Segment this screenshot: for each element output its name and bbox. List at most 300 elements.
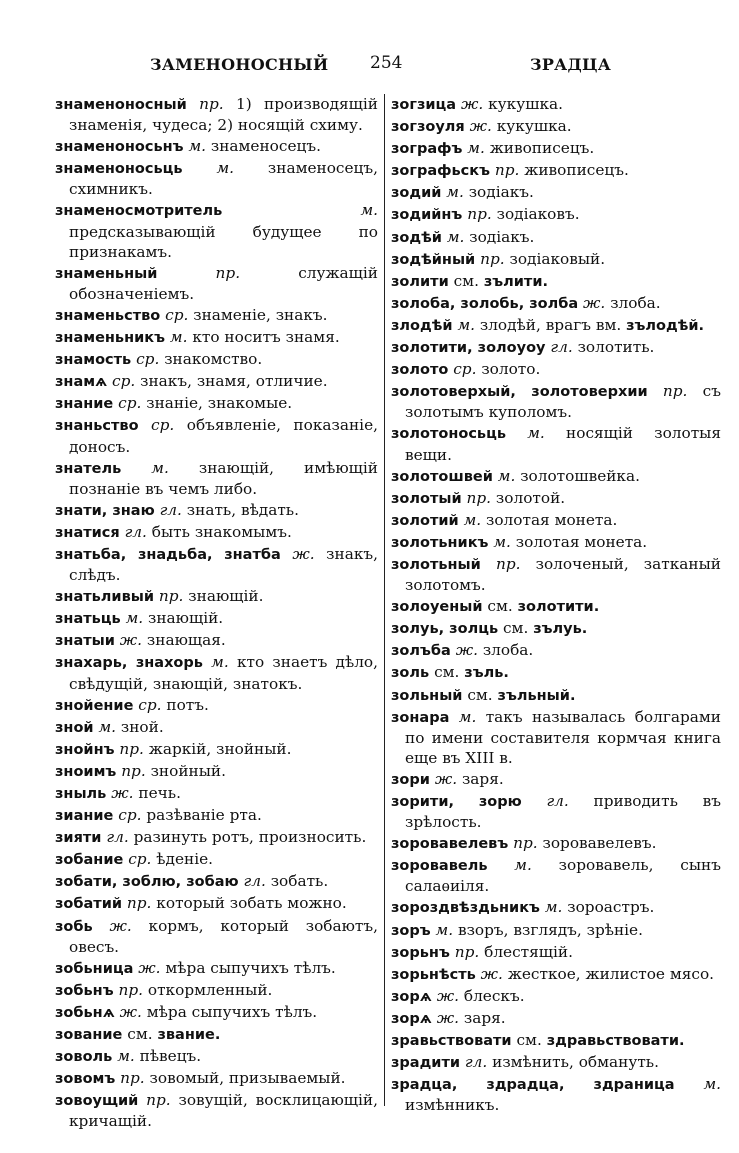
dictionary-entry (391, 381, 721, 422)
entry-definition: золотить. (577, 338, 655, 357)
entry-see: см. (502, 619, 529, 638)
entry-headword: зодий (391, 185, 442, 202)
entry-definition: знаменосецъ, схимникъ. (69, 159, 378, 199)
dictionary-entry (391, 271, 721, 292)
entry-definition: знаменіе, знакъ. (193, 305, 328, 324)
dictionary-entry (55, 349, 378, 370)
dictionary-entry (55, 608, 378, 629)
entry-definition: кукушка. (488, 95, 563, 113)
entry-definition: золотая монета. (515, 532, 648, 551)
entry-definition: служащій обозначеніемъ. (69, 263, 378, 303)
entry-headword: зобание (55, 852, 124, 869)
entry-grammar: гл. (159, 500, 182, 519)
entry-headword: зобати, зоблю, зобаю (55, 874, 239, 891)
entry-headword: золотьникъ (391, 534, 489, 551)
dictionary-entry (391, 160, 721, 181)
entry-headword: знамость (55, 352, 132, 369)
dictionary-entry (55, 200, 378, 261)
entry-definition: зодіаковый. (509, 249, 606, 268)
entry-definition: злоба. (482, 641, 534, 660)
entry-definition: заря. (463, 1008, 506, 1027)
entry-definition: пѣвецъ. (139, 1047, 202, 1066)
dictionary-entry (55, 263, 378, 304)
entry-headword: зование (55, 1027, 123, 1044)
entry-grammar: пр. (454, 942, 480, 961)
entry-grammar: м. (446, 183, 464, 202)
dictionary-entry (391, 1030, 721, 1051)
dictionary-entry (391, 942, 721, 963)
entry-headword: зографъ (391, 141, 463, 158)
entry-grammar: м. (497, 466, 516, 485)
entry-grammar: пр. (146, 1091, 171, 1110)
entry-reference: зъль. (464, 665, 509, 682)
entry-grammar: ср. (128, 850, 152, 869)
entry-headword: зогзица (391, 97, 457, 113)
entry-definition: такъ называлась болгарами по имени составителя кормчая книга еще въ XIII в. (405, 707, 721, 767)
right-running-head: ЗРАДЦА (530, 55, 612, 74)
entry-definition: зовущій, восклицающій, кричащій. (69, 1091, 378, 1131)
entry-definition: злодѣй, врагъ вм. (479, 315, 622, 334)
entry-headword: зодѣй (391, 229, 442, 246)
entry-definition: печь. (138, 784, 181, 802)
entry-definition: знаменосецъ. (210, 137, 321, 156)
entry-grammar: ср. (165, 305, 189, 324)
dictionary-entry (55, 305, 378, 326)
entry-definition: знающій. (188, 587, 264, 606)
dictionary-entry (55, 94, 378, 135)
left-running-head: ЗАМЕНОНОСНЫЙ (150, 55, 329, 74)
entry-headword: золотити, золоуоу (391, 340, 546, 357)
dictionary-entry (55, 1090, 378, 1131)
entry-definition: мѣра сыпучихъ тѣлъ. (146, 1002, 318, 1021)
entry-definition: зобать. (270, 872, 329, 891)
dictionary-entry (55, 630, 378, 651)
entry-grammar: ж. (583, 293, 606, 312)
entry-grammar: ж. (436, 986, 459, 1005)
entry-reference: звание. (157, 1027, 221, 1044)
page-header (0, 55, 739, 85)
entry-definition: ѣденіе. (156, 850, 213, 869)
entry-definition: предсказывающій будущее по признакамъ. (69, 222, 378, 261)
dictionary-entry (55, 136, 378, 157)
entry-definition: измѣнникъ. (405, 1096, 500, 1115)
entry-headword: знатьливый (55, 589, 155, 606)
entry-grammar: м. (98, 717, 116, 736)
entry-definition: кормъ, который зобаютъ, овесъ. (69, 916, 378, 956)
dictionary-entry (391, 1052, 721, 1073)
entry-grammar: ср. (118, 806, 142, 825)
entry-headword: зноимъ (55, 763, 117, 780)
entry-grammar: ж. (455, 641, 478, 660)
dictionary-entry (391, 488, 721, 509)
entry-reference: зълуь. (533, 621, 588, 638)
entry-headword: зныль (55, 786, 107, 802)
dictionary-entry (55, 980, 378, 1001)
entry-definition: золотая монета. (486, 510, 618, 529)
dictionary-entry (391, 249, 721, 270)
entry-definition: 1) производящій знаменія, чудеса; 2) носящій схиму. (69, 95, 378, 135)
entry-headword: золотоверхый, золотоверхии (391, 384, 648, 401)
entry-see: см. (516, 1031, 542, 1050)
dictionary-entry (391, 337, 721, 358)
dictionary-entry (391, 769, 721, 790)
entry-headword: зобатий (55, 896, 123, 913)
dictionary-entry (391, 466, 721, 487)
dictionary-entry (55, 158, 378, 199)
entry-definition: зовомый, призываемый. (149, 1069, 346, 1088)
dictionary-entry (391, 791, 721, 832)
dictionary-entry (55, 327, 378, 348)
entry-headword: знатыи (55, 633, 115, 650)
entry-reference: здравьствовати. (546, 1033, 685, 1050)
entry-grammar: гл. (124, 522, 147, 541)
entry-headword: золото (391, 362, 449, 379)
entry-see: см. (453, 271, 479, 290)
entry-grammar: пр. (467, 205, 492, 224)
dictionary-entry (391, 662, 721, 683)
dictionary-entry (391, 532, 721, 553)
entry-grammar: гл. (243, 872, 266, 891)
entry-headword: золоуеный (391, 599, 483, 616)
entry-headword: зной (55, 719, 94, 736)
entry-grammar: м. (458, 707, 477, 726)
entry-grammar: пр. (158, 587, 184, 606)
entry-headword: золуь, золць (391, 621, 499, 638)
entry-headword: зороздвѣздьникъ (391, 900, 540, 917)
entry-grammar: пр. (119, 739, 144, 758)
dictionary-entry (55, 916, 378, 957)
dictionary-entry (55, 695, 378, 716)
entry-headword: зорѧ (391, 988, 432, 1005)
dictionary-entry (391, 707, 721, 768)
entry-reference: золотити. (517, 599, 600, 616)
entry-definition: зной. (120, 717, 164, 736)
entry-grammar: м. (360, 201, 378, 220)
entry-grammar: м. (544, 898, 563, 917)
entry-grammar: м. (211, 653, 229, 672)
entry-definition: зодіаковъ. (496, 205, 580, 224)
entry-definition: который зобать можно. (156, 894, 347, 913)
entry-grammar: гл. (464, 1053, 488, 1072)
entry-grammar: м. (169, 328, 188, 347)
entry-definition: кто знаетъ дѣло, свѣдущій, знающій, знатокъ. (69, 653, 378, 693)
entry-grammar: ср. (118, 394, 142, 413)
entry-definition: золотошвейка. (520, 466, 640, 485)
entry-headword: зоръ (391, 922, 431, 939)
entry-headword: золотоносьць (391, 426, 506, 443)
entry-see: см. (487, 597, 513, 616)
entry-headword: золотий (391, 512, 459, 529)
entry-definition: знать, вѣдать. (186, 500, 299, 519)
entry-definition: кукушка. (496, 117, 572, 136)
entry-grammar: м. (435, 920, 454, 939)
entry-grammar: м. (527, 424, 545, 443)
dictionary-entry (391, 182, 721, 203)
entry-headword: знатьць (55, 611, 121, 628)
entry-headword: зоровавелевъ (391, 836, 509, 853)
entry-grammar: м. (446, 227, 465, 246)
dictionary-entry (391, 227, 721, 248)
dictionary-entry (391, 510, 721, 531)
entry-headword: знаменьникъ (55, 330, 166, 347)
entry-grammar: м. (467, 139, 485, 158)
entry-headword: знаменьство (55, 307, 161, 324)
entry-grammar: м. (151, 458, 169, 477)
entry-headword: зиание (55, 808, 114, 825)
entry-headword: знаменоносьць (55, 161, 183, 178)
entry-headword: знатель (55, 460, 122, 477)
entry-headword: зольный (391, 687, 463, 704)
entry-grammar: м. (703, 1075, 721, 1094)
dictionary-entry (391, 204, 721, 225)
entry-headword: зобьница (55, 960, 134, 977)
dictionary-entry (391, 1008, 721, 1029)
entry-definition: золото. (481, 360, 541, 379)
dictionary-entry (391, 833, 721, 854)
entry-grammar: гл. (546, 792, 569, 810)
entry-headword: зоровавель (391, 858, 488, 875)
entry-definition: зодіакъ. (469, 227, 535, 246)
entry-definition: откормленный. (147, 980, 273, 999)
entry-grammar: м. (216, 159, 235, 178)
entry-grammar: пр. (662, 382, 688, 401)
entry-headword: знахарь, знахорь (55, 655, 203, 672)
entry-headword: знойение (55, 697, 134, 714)
entry-headword: золотошвей (391, 468, 493, 485)
entry-reference: зълити. (483, 273, 548, 290)
entry-grammar: ж. (434, 769, 458, 788)
right-column (391, 94, 721, 1116)
entry-headword: золъба (391, 643, 451, 660)
entry-definition: злоба. (610, 293, 661, 312)
dictionary-entry (55, 415, 378, 456)
entry-headword: знаменоносный (55, 97, 187, 113)
entry-headword: золоба, золобь, золба (391, 295, 579, 312)
entry-definition: зоровавель, сынъ салаѳиіля. (405, 856, 721, 896)
entry-headword: зоволь (55, 1049, 113, 1066)
entry-see: см. (434, 663, 460, 682)
entry-definition: зодіакъ. (468, 183, 534, 202)
dictionary-entry (391, 596, 721, 617)
entry-reference: зъльный. (497, 687, 576, 704)
entry-grammar: м. (188, 137, 206, 156)
entry-definition: золоченый, затканый золотомъ. (405, 554, 721, 595)
entry-definition: зоровавелевъ. (542, 834, 657, 853)
entry-headword: зодийнъ (391, 207, 463, 224)
dictionary-entry (391, 897, 721, 918)
entry-headword: знание (55, 396, 114, 413)
page-number: 254 (370, 53, 403, 73)
entry-grammar: пр. (466, 488, 492, 507)
entry-grammar: ж. (436, 1008, 459, 1027)
dictionary-entry (55, 522, 378, 543)
dictionary-entry (391, 554, 721, 595)
entry-headword: зовомъ (55, 1071, 116, 1088)
entry-headword: золотьный (391, 556, 481, 573)
entry-grammar: пр. (215, 263, 241, 282)
entry-grammar: м. (125, 609, 144, 628)
entry-headword: злодѣй (391, 317, 453, 334)
dictionary-entry (391, 116, 721, 137)
column-divider (384, 94, 385, 1106)
dictionary-entry (55, 652, 378, 693)
dictionary-entry (391, 138, 721, 159)
left-column (55, 94, 378, 1133)
entry-definition: знойный. (150, 761, 226, 780)
dictionary-entry (55, 739, 378, 760)
entry-headword: зобьнѧ (55, 1004, 115, 1021)
entry-headword: зодѣйный (391, 251, 476, 268)
entry-headword: знамѧ (55, 374, 108, 391)
dictionary-entry (391, 685, 721, 706)
dictionary-entry (391, 640, 721, 661)
entry-definition: разѣваніе рта. (146, 806, 262, 825)
entry-definition: мѣра сыпучихъ тѣлъ. (165, 958, 336, 977)
entry-grammar: пр. (120, 1069, 145, 1088)
entry-definition: потъ. (166, 695, 209, 714)
entry-definition: знающій. (148, 609, 224, 628)
entry-grammar: гл. (106, 828, 129, 847)
dictionary-entry (391, 986, 721, 1007)
entry-grammar: ж. (138, 958, 161, 977)
dictionary-entry (55, 458, 378, 499)
entry-headword: знатися (55, 524, 120, 541)
entry-grammar: м. (457, 315, 475, 334)
entry-grammar: пр. (118, 980, 143, 999)
entry-definition: живописецъ. (524, 161, 629, 180)
entry-grammar: ср. (112, 372, 136, 391)
entry-definition: знакъ, слѣдъ. (69, 544, 378, 585)
entry-definition: живописецъ. (489, 139, 595, 158)
entry-grammar: ж. (480, 964, 503, 983)
entry-headword: золити (391, 273, 449, 290)
dictionary-entry (391, 359, 721, 380)
entry-grammar: ср. (453, 360, 477, 379)
dictionary-entry (391, 964, 721, 985)
entry-headword: зовоущий (55, 1093, 139, 1110)
dictionary-entry (55, 805, 378, 826)
dictionary-entry (55, 958, 378, 979)
entry-grammar: пр. (494, 161, 520, 180)
entry-see: см. (127, 1025, 153, 1044)
entry-grammar: ж. (469, 117, 492, 136)
dictionary-entry (391, 315, 721, 336)
entry-grammar: ж. (111, 784, 134, 802)
entry-definition: знающій, имѣющій познаніе въ чемъ либо. (69, 458, 378, 498)
entry-grammar: ср. (138, 695, 162, 714)
entry-headword: зрадца, здрадца, здраница (391, 1077, 675, 1094)
dictionary-entry (391, 855, 721, 896)
entry-headword: зрадити (391, 1055, 461, 1072)
dictionary-entry (55, 827, 378, 848)
entry-grammar: пр. (121, 761, 146, 780)
dictionary-entry (55, 1024, 378, 1045)
entry-headword: знаменоносьнъ (55, 139, 184, 156)
dictionary-entry (55, 1002, 378, 1023)
entry-headword: зобьнъ (55, 982, 114, 999)
dictionary-entry (391, 293, 721, 314)
entry-grammar: ж. (292, 544, 315, 563)
dictionary-entry (55, 871, 378, 892)
dictionary-entry (55, 393, 378, 414)
entry-definition: знакомство. (164, 350, 263, 369)
dictionary-entry (55, 544, 378, 585)
entry-grammar: ср. (151, 416, 175, 435)
entry-definition: зороастръ. (567, 898, 655, 917)
entry-definition: носящій золотыя вещи. (405, 424, 721, 464)
dictionary-entry (55, 586, 378, 607)
entry-definition: объявленіе, показаніе, доносъ. (69, 416, 378, 456)
entry-definition: кто носитъ знамя. (192, 328, 340, 347)
entry-definition: приводить въ зрѣлость. (405, 792, 721, 832)
entry-headword: знатьба, знадьба, знатба (55, 546, 281, 563)
entry-grammar: ср. (136, 350, 160, 369)
entry-grammar: ж. (109, 916, 132, 935)
entry-definition: жаркій, знойный. (148, 739, 292, 758)
entry-grammar: ж. (119, 631, 143, 650)
entry-definition: заря. (461, 769, 504, 788)
entry-headword: зографьскъ (391, 163, 491, 180)
entry-headword: зорѧ (391, 1010, 432, 1027)
entry-grammar: пр. (199, 95, 224, 113)
entry-definition: съ золотымъ куполомъ. (405, 382, 721, 422)
dictionary-entry (391, 1074, 721, 1115)
entry-headword: зравьствовати (391, 1033, 512, 1050)
entry-headword: зонара (391, 709, 450, 726)
entry-definition: блестящій. (484, 942, 573, 961)
entry-definition: золотой. (495, 488, 566, 507)
entry-definition: знаніе, знакомые. (146, 394, 293, 413)
entry-headword: знойнъ (55, 741, 115, 758)
entry-headword: зогзоуля (391, 119, 465, 136)
dictionary-entry (391, 920, 721, 941)
entry-headword: знати, знаю (55, 502, 155, 519)
dictionary-entry (55, 371, 378, 392)
entry-headword: золь (391, 665, 430, 682)
entry-see: см. (467, 685, 493, 704)
entry-grammar: пр. (480, 249, 505, 268)
entry-headword: зорьнѣсть (391, 966, 476, 983)
dictionary-entry (55, 1046, 378, 1067)
dictionary-entry (55, 849, 378, 870)
entry-definition: знакъ, знамя, отличие. (140, 372, 328, 391)
entry-reference: зълодѣй. (626, 317, 705, 334)
entry-headword: зияти (55, 830, 102, 847)
dictionary-entry (391, 423, 721, 464)
dictionary-entry (55, 761, 378, 782)
entry-definition: разинуть ротъ, произносить. (133, 828, 367, 847)
entry-headword: зобь (55, 918, 93, 935)
entry-headword: зорьнъ (391, 944, 450, 961)
entry-definition: взоръ, взглядъ, зрѣніе. (457, 920, 643, 939)
entry-headword: знаменосмотритель (55, 203, 223, 220)
entry-headword: зорити, зорю (391, 794, 522, 810)
dictionary-entry (55, 500, 378, 521)
dictionary-entry (55, 783, 378, 804)
entry-headword: зори (391, 771, 430, 788)
entry-headword: золотый (391, 490, 462, 507)
dictionary-entry (55, 717, 378, 738)
entry-definition: блескъ. (463, 986, 525, 1005)
entry-definition: жесткое, жилистое мясо. (507, 964, 715, 983)
dictionary-entry (55, 1068, 378, 1089)
entry-grammar: гл. (550, 338, 573, 357)
entry-definition: знающая. (146, 631, 226, 650)
entry-grammar: ж. (460, 95, 484, 113)
entry-grammar: пр. (495, 554, 521, 573)
entry-grammar: пр. (126, 894, 152, 913)
entry-grammar: м. (463, 510, 482, 529)
